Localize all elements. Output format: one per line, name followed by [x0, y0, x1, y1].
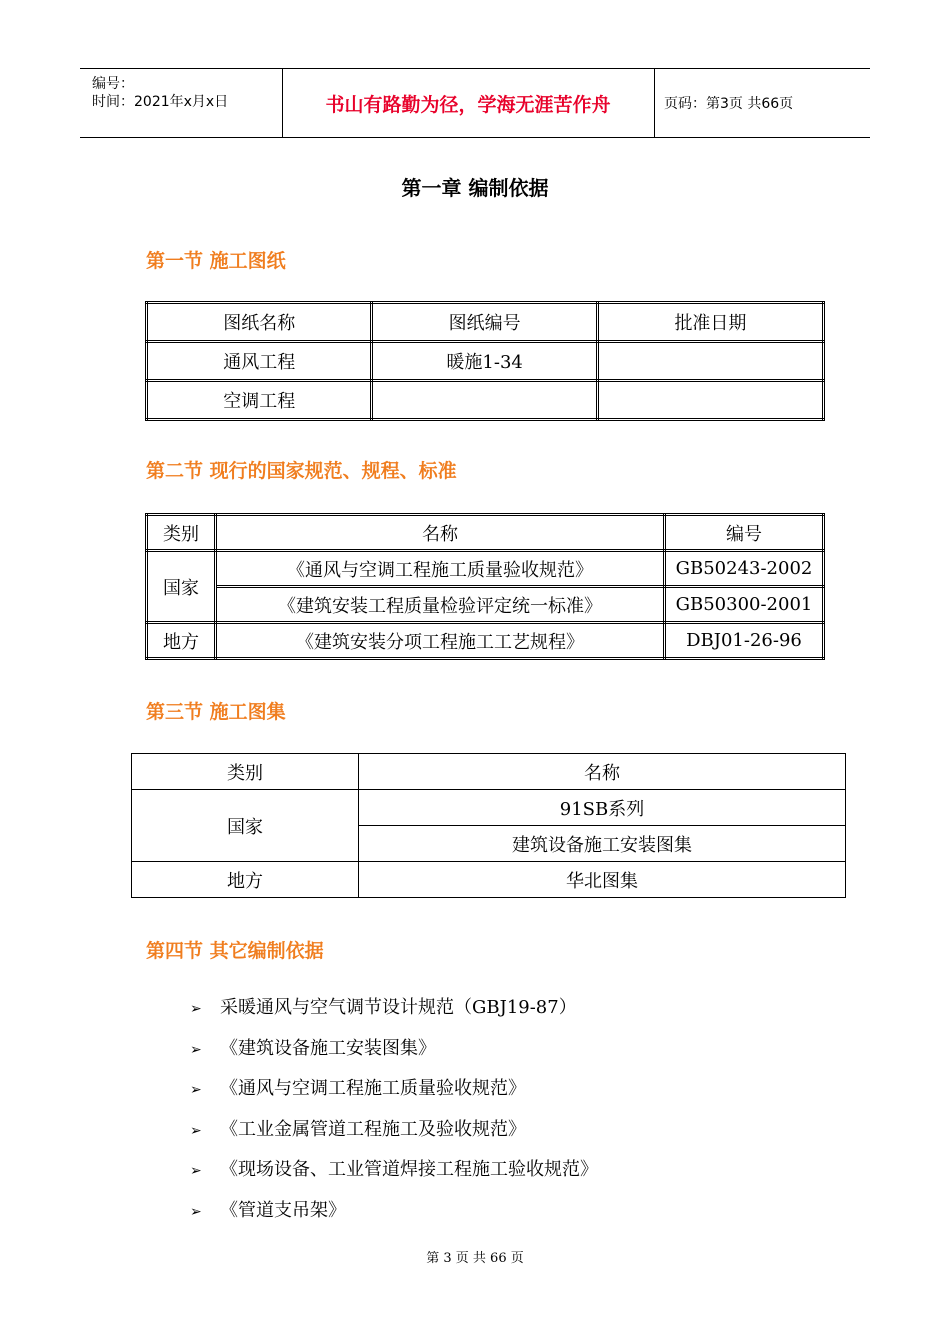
- list-item: ➢ 《管道支吊架》: [190, 1191, 598, 1232]
- table-cell: 华北图集: [359, 862, 846, 898]
- category-national: 国家: [147, 551, 216, 623]
- table-cell: GB50243-2002: [665, 551, 824, 587]
- table-header: 名称: [359, 754, 846, 790]
- category-national: 国家: [132, 790, 359, 862]
- section-title-1: 第一节 施工图纸: [146, 250, 286, 272]
- table-cell: GB50300-2001: [665, 587, 824, 623]
- bullet-arrow-icon: ➢: [190, 1001, 202, 1017]
- table-cell: 91SB系列: [359, 790, 846, 826]
- table-cell: DBJ01-26-96: [665, 623, 824, 659]
- table-header: 类别: [147, 515, 216, 551]
- atlas-table: [131, 753, 846, 898]
- table-cell: 《建筑安装分项工程施工工艺规程》: [216, 623, 665, 659]
- table-cell: 暖施1-34: [372, 342, 597, 381]
- table-header: 名称: [216, 515, 665, 551]
- list-item: ➢ 采暖通风与空气调节设计规范（GBJ19-87）: [190, 988, 598, 1029]
- table-header: 类别: [132, 754, 359, 790]
- list-item: ➢ 《工业金属管道工程施工及验收规范》: [190, 1110, 598, 1151]
- table-cell: 通风工程: [147, 342, 372, 381]
- category-local: 地方: [132, 862, 359, 898]
- standards-table: [145, 513, 825, 660]
- list-item: ➢ 《建筑设备施工安装图集》: [190, 1029, 598, 1070]
- table-cell: 《建筑安装工程质量检验评定统一标准》: [216, 587, 665, 623]
- chapter-title: 第一章 编制依据: [401, 176, 549, 200]
- table-cell: 建筑设备施工安装图集: [359, 826, 846, 862]
- section-title-2: 第二节 现行的国家规范、规程、标准: [146, 460, 457, 482]
- header-page-label: 页码：第3页 共66页: [664, 96, 794, 112]
- table-cell: [372, 381, 597, 420]
- other-basis-list: [190, 988, 598, 1231]
- table-cell: 空调工程: [147, 381, 372, 420]
- table-header: 批准日期: [597, 303, 823, 342]
- header-info: [80, 69, 283, 137]
- page-footer: 第 3 页 共 66 页: [426, 1251, 524, 1266]
- number-label: 编号：: [92, 76, 134, 92]
- table-header: 编号: [665, 515, 824, 551]
- table-cell: 《通风与空调工程施工质量验收规范》: [216, 551, 665, 587]
- table-header: 图纸名称: [147, 303, 372, 342]
- section-title-3: 第三节 施工图集: [146, 701, 286, 723]
- bullet-arrow-icon: ➢: [190, 1082, 202, 1098]
- table-header: 图纸编号: [372, 303, 597, 342]
- list-item: ➢ 《现场设备、工业管道焊接工程施工验收规范》: [190, 1150, 598, 1191]
- bullet-arrow-icon: ➢: [190, 1163, 202, 1179]
- bullet-arrow-icon: ➢: [190, 1122, 202, 1139]
- drawings-table: [145, 301, 825, 421]
- header-motto: 书山有路勤为径，学海无涯苦作舟: [282, 69, 655, 137]
- page-header: [80, 68, 870, 138]
- bullet-arrow-icon: ➢: [190, 1203, 202, 1220]
- table-cell: [597, 381, 823, 420]
- bullet-arrow-icon: ➢: [190, 1041, 202, 1058]
- section-title-4: 第四节 其它编制依据: [146, 940, 324, 962]
- category-local: 地方: [147, 623, 216, 659]
- time-label: 时间：2021年x月x日: [92, 94, 229, 110]
- table-cell: [597, 342, 823, 381]
- list-item: ➢ 《通风与空调工程施工质量验收规范》: [190, 1069, 598, 1110]
